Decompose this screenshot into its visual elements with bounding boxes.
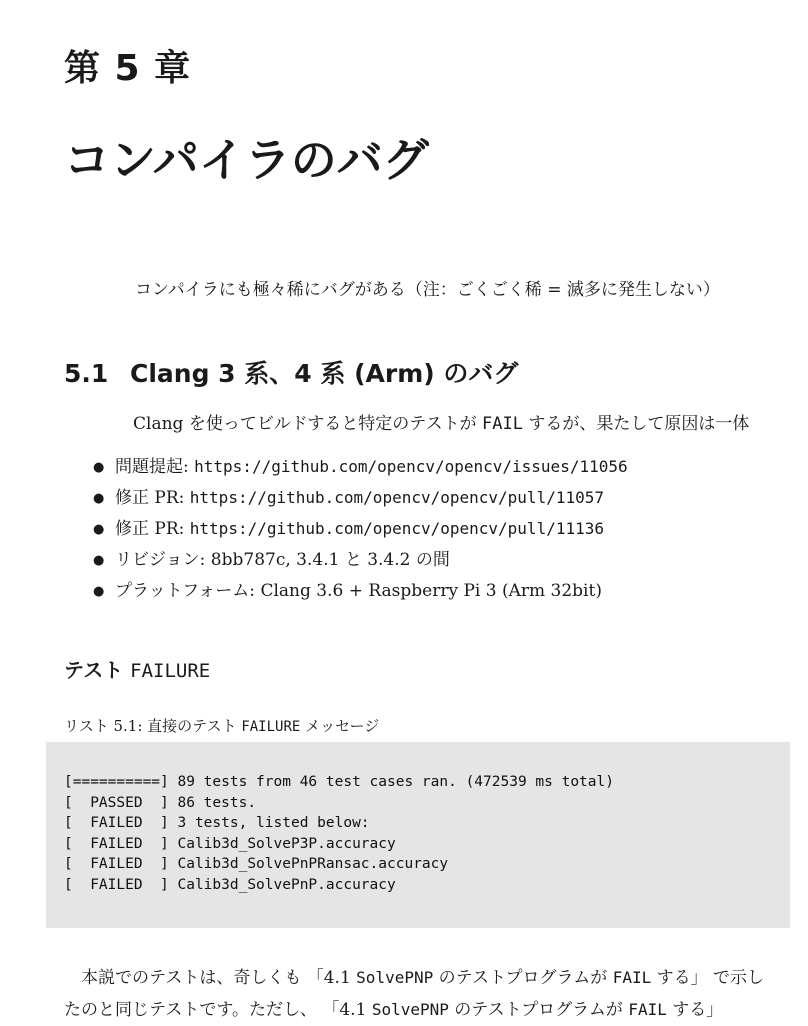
body-paragraph [64, 962, 780, 1026]
epigraph: コンパイラにも極々稀にバグがある（注：ごくごく稀 = 滅多に発生しない） [135, 280, 720, 300]
bullet-icon: ● [93, 460, 105, 475]
code-listing [46, 742, 790, 928]
bullet-icon: ● [93, 553, 105, 568]
intro-text-start: Clang を使ってビルドすると特定のテストが [133, 414, 483, 434]
issue-link[interactable]: https://github.com/opencv/opencv/issues/11056 [194, 457, 628, 476]
list-item [93, 486, 628, 517]
paragraph-code: SolvePNP [371, 1000, 449, 1019]
paragraph-code: FAIL [628, 1000, 667, 1019]
section-number: 5.1 [64, 359, 109, 388]
bullet-label: 問題提起: [115, 457, 195, 477]
bullet-icon: ● [93, 584, 105, 599]
list-item [93, 548, 628, 579]
bullet-list [93, 455, 628, 610]
intro-text-end: するが、果たして原因は一体 [522, 414, 750, 434]
section-intro [133, 409, 749, 434]
paragraph-text: のテストプログラムが [448, 1000, 629, 1020]
caption-code: FAILURE [241, 719, 301, 735]
paragraph-text: する」 で示したのと同じテストです。ただし、 「4.1 [64, 968, 765, 1020]
subsection-heading [64, 654, 210, 683]
listing-caption [64, 715, 379, 736]
bullet-label: リビジョン: [115, 550, 211, 570]
pr-link[interactable]: https://github.com/opencv/opencv/pull/11057 [189, 488, 604, 507]
paragraph-text: のテストプログラムが [433, 968, 613, 988]
bullet-icon: ● [93, 491, 105, 506]
list-item [93, 579, 628, 610]
list-item [93, 455, 628, 486]
revision-value: 8bb787c, 3.4.1 と 3.4.2 の間 [210, 550, 450, 570]
pr-link[interactable]: https://github.com/opencv/opencv/pull/11136 [189, 519, 604, 538]
paragraph-code: FAIL [612, 968, 652, 987]
subsection-title: テスト [64, 658, 131, 682]
intro-code: FAIL [482, 414, 523, 434]
caption-text-end: メッセージ [300, 717, 380, 735]
bullet-label: プラットフォーム: [115, 581, 261, 601]
code-text: [==========] 89 tests from 46 test cases ran. (472539 ms total) [ PASSED ] 86 tests. [ FAILED ] 3 tests, listed below: [ FAILED ] Calib3d_SolveP3P.accuracy [ FAILED ] Calib3d_SolvePnPRansac.accuracy [ FAILED ] Calib3d_SolvePnP.accuracy [64, 774, 614, 893]
chapter-label: 第 5 章 [64, 48, 192, 89]
section-heading [64, 354, 518, 390]
section-title: Clang 3 系、4 系 (Arm) のバグ [130, 359, 519, 388]
paragraph-text: する」 [666, 1000, 724, 1020]
subsection-code: FAILURE [130, 660, 211, 682]
paragraph-code: SolvePNP [356, 968, 434, 987]
bullet-label: 修正 PR: [115, 519, 190, 539]
paragraph-text: 本説でのテストは、奇しくも 「4.1 [81, 968, 357, 988]
bullet-icon: ● [93, 522, 105, 537]
platform-value: Clang 3.6 + Raspberry Pi 3 (Arm 32bit) [260, 581, 602, 601]
bullet-label: 修正 PR: [115, 488, 190, 508]
chapter-title: コンパイラのバグ [64, 133, 429, 187]
list-item [93, 517, 628, 548]
caption-text-start: リスト 5.1: 直接のテスト [64, 717, 242, 735]
